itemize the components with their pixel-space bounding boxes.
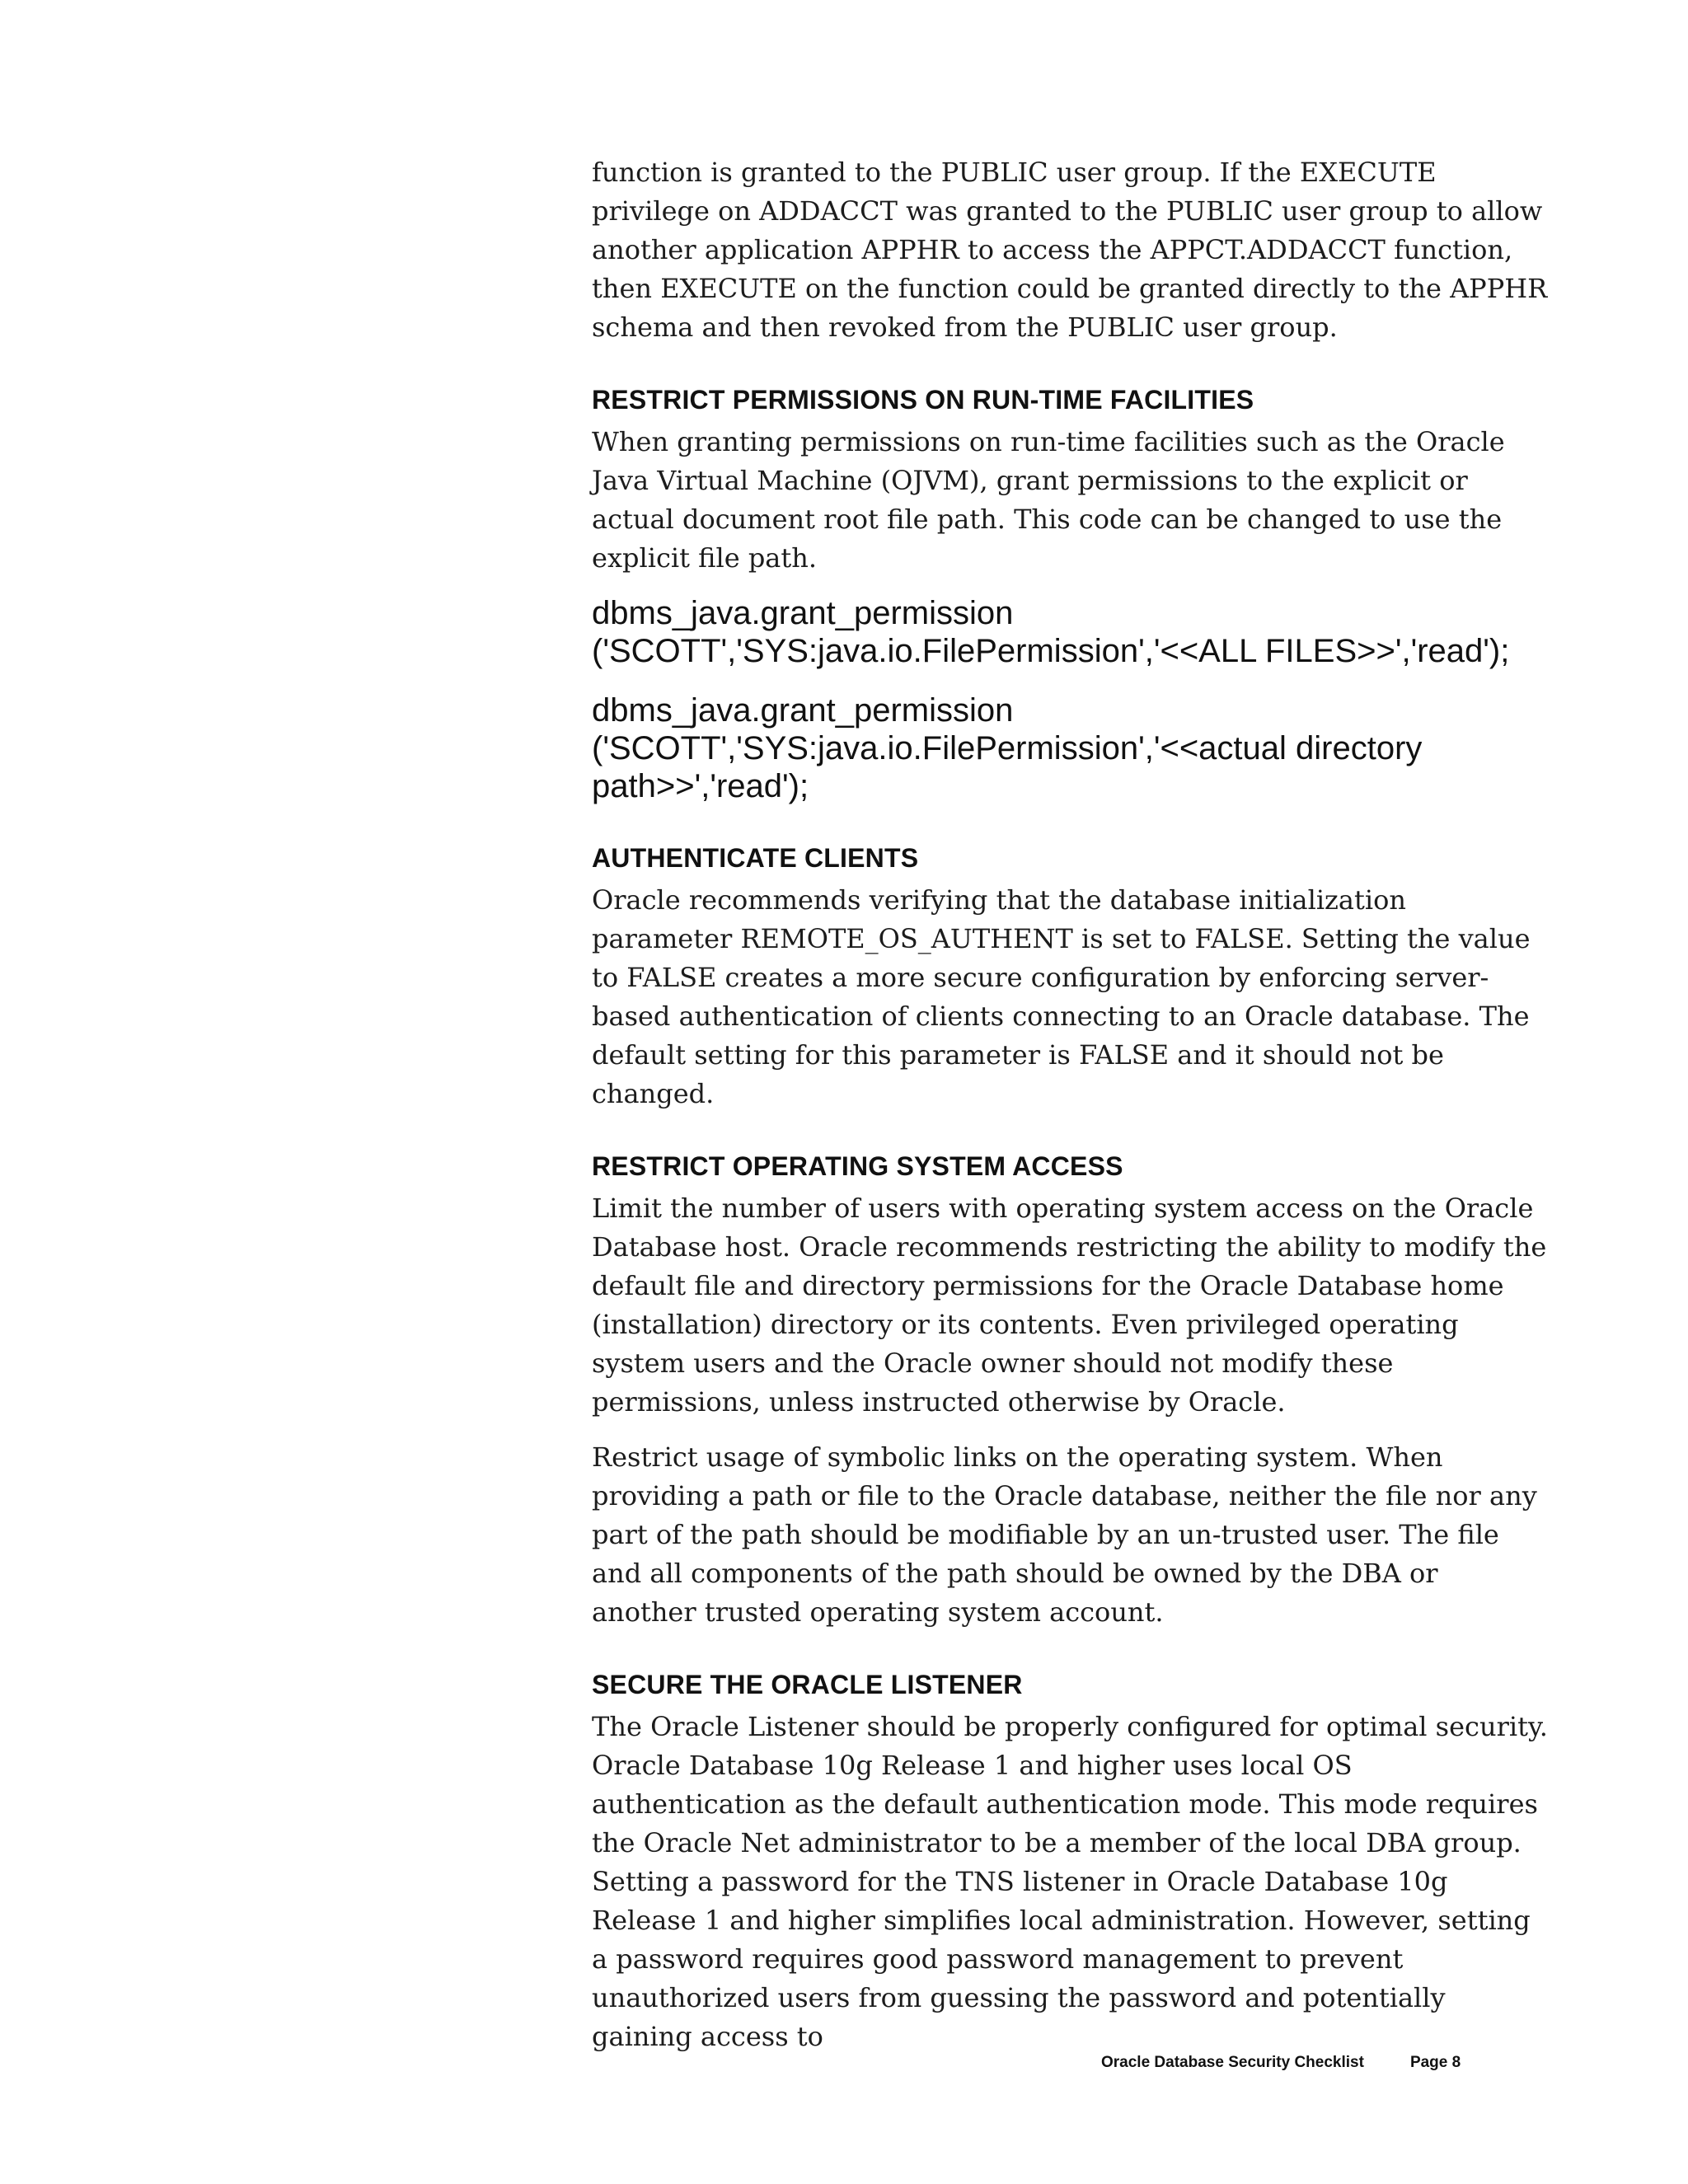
os-access-paragraph-1: Limit the number of users with operating system access on the Oracle Database host. Oracle recommends restricting the ability to modify the default file and directory permissions for the Oracle Database home (installation) directory or its contents. Even privileged operating system users and the Oracle owner should not modify these permissions, unless instructed otherwise by Oracle. bbox=[592, 1193, 1547, 1418]
section-heading-runtime-facilities: RESTRICT PERMISSIONS ON RUN-TIME FACILITIES bbox=[592, 385, 1254, 415]
runtime-facilities-paragraph: When granting permissions on run-time facilities such as the Oracle Java Virtual Machine (OJVM), grant permissions to the explicit or actual document root file path. This code can be changed to use the explicit file path. bbox=[592, 426, 1505, 574]
section-heading-authenticate-clients: AUTHENTICATE CLIENTS bbox=[592, 843, 919, 873]
oracle-listener-paragraph: The Oracle Listener should be properly configured for optimal security. Oracle Database 10g Release 1 and higher uses local OS authentication as the default authentication mode. This mode requires the Oracle Net administrator to be a member of the local DBA group. Setting a password for the TNS listener in Oracle Database 10g Release 1 and higher simplifies local administration. However, setting a password requires good password management to prevent unauthorized users from guessing the password and potentially gaining access to bbox=[592, 1711, 1548, 2052]
footer-document-title: Oracle Database Security Checklist bbox=[1101, 2054, 1364, 2071]
footer-page-number: Page 8 bbox=[1409, 2054, 1461, 2071]
os-access-paragraph-2: Restrict usage of symbolic links on the operating system. When providing a path or file to the Oracle database, neither the file nor any part of the path should be modifiable by an un-trusted user. The file and all components of the path should be owned by the DBA or another trusted operating system account. bbox=[592, 1441, 1537, 1628]
section-heading-os-access: RESTRICT OPERATING SYSTEM ACCESS bbox=[592, 1151, 1123, 1181]
page-footer bbox=[1101, 2054, 1461, 2072]
code-sample-all-files: dbms_java.grant_permission ('SCOTT','SYS:java.io.FilePermission','<<ALL FILES>>','read'); bbox=[592, 595, 1510, 669]
code-sample-actual-directory: dbms_java.grant_permission ('SCOTT','SYS:java.io.FilePermission','<<actual directory path>>','read'); bbox=[592, 692, 1423, 804]
authenticate-clients-paragraph: Oracle recommends verifying that the database initialization parameter REMOTE_OS_AUTHENT is set to FALSE. Setting the value to FALSE creates a more secure configuration by enforcing server-based authentication of clients connecting to an Oracle database. The default setting for this parameter is FALSE and it should not be changed. bbox=[592, 884, 1531, 1109]
intro-paragraph: function is granted to the PUBLIC user group. If the EXECUTE privilege on ADDACCT was granted to the PUBLIC user group to allow another application APPHR to access the APPCT.ADDACCT function, then EXECUTE on the function could be granted directly to the APPHR schema and then revoked from the PUBLIC user group. bbox=[592, 157, 1548, 343]
section-heading-oracle-listener: SECURE THE ORACLE LISTENER bbox=[592, 1670, 1023, 1699]
document-body bbox=[592, 153, 1548, 2073]
